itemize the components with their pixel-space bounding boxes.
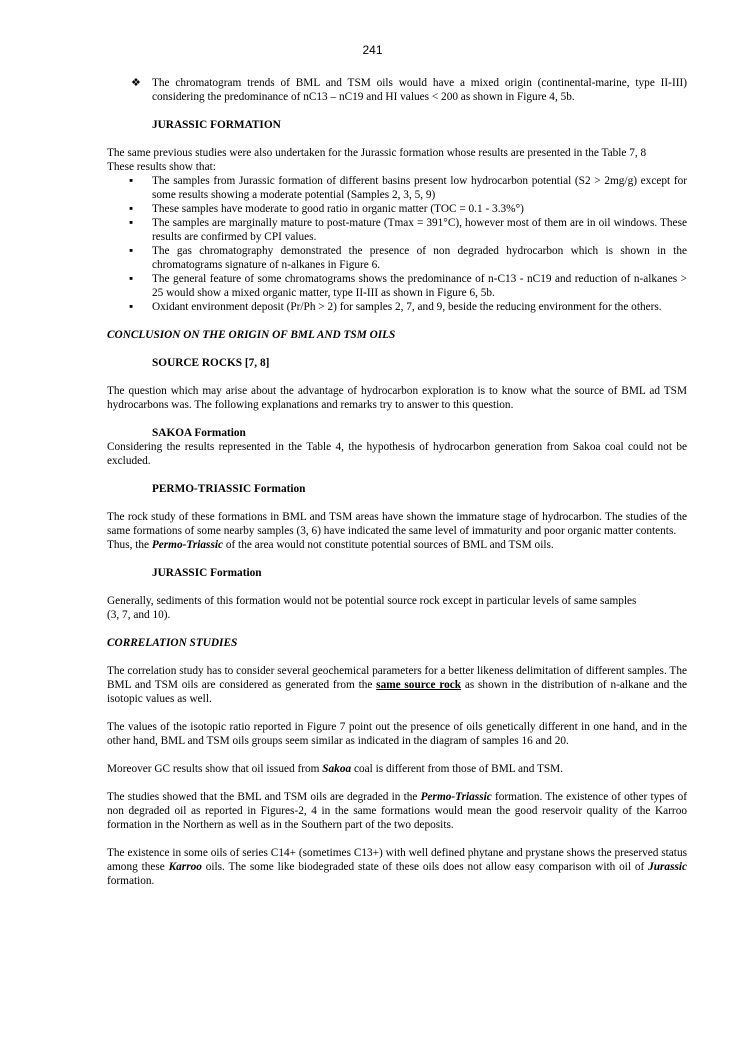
square-bullet-icon: ▪ (129, 203, 134, 215)
list-item: ▪ The general feature of some chromatograms shows the predominance of n-C13 - nC19 and reduction of n-alkanes > 25 would show a mixed organic matter, type II-III as shown in Figure 6, 5b. (129, 273, 687, 299)
square-bullet-icon: ▪ (129, 175, 134, 187)
jurassic-intro-paragraph: The same previous studies were also undertaken for the Jurassic formation whose results are presented in the Table 7, 8 (107, 147, 647, 159)
permo-triassic-heading: PERMO-TRIASSIC Formation (152, 483, 306, 495)
sakoa-heading: SAKOA Formation (152, 427, 246, 439)
square-bullet-icon: ▪ (129, 245, 134, 257)
conclusion-heading: CONCLUSION ON THE ORIGIN OF BML AND TSM OILS (107, 329, 396, 341)
list-item: ▪ The samples from Jurassic formation of different basins present low hydrocarbon potential (S2 > 2mg/g) except for some results showing a moderate potential (Samples 2, 3, 5, 9) (129, 175, 687, 201)
intro-bullet-text: The chromatogram trends of BML and TSM oils would have a mixed origin (continental-marine, type II-III) considering the predominance of nC13 – nC19 and HI values < 200 as shown in Figure 4, 5b. (152, 77, 687, 103)
square-bullet-icon: ▪ (129, 273, 134, 285)
square-bullet-icon: ▪ (129, 301, 134, 313)
correlation-paragraph-3: Moreover GC results show that oil issued from Sakoa coal is different from those of BML and TSM. (107, 763, 564, 775)
correlation-paragraph-4: The studies showed that the BML and TSM oils are degraded in the Permo-Triassic formation. The existence of other types of non degraded oil as reported in Figures-2, 4 in the same formations would mean the good reservoir quality of the Karroo formation in the Northern as well as in the Southern part of the two deposits. (107, 791, 687, 831)
correlation-paragraph-5: The existence in some oils of series C14+ (sometimes C13+) with well defined phytane and prystane shows the preserved status among these Karroo oils. The some like biodegraded state of these oils does not allow easy comparison with oil of Jurassic formation. (107, 847, 688, 887)
list-item: ▪ The samples are marginally mature to post-mature (Tmax = 391°C), however most of them are in oil windows. These results are confirmed by CPI values. (129, 217, 687, 243)
permo-triassic-paragraph: The rock study of these formations in BML and TSM areas have shown the immature stage of hydrocarbon. The studies of the same formations of some nearby samples (3, 6) have indicated the same level of immaturity and poor organic matter contents. (107, 511, 687, 537)
jurassic-source-paragraph: Generally, sediments of this formation would not be potential source rock except in particular levels of same samples (107, 595, 637, 607)
page-content (107, 76, 687, 888)
page-number: 241 (362, 43, 383, 57)
jurassic-results-list (107, 174, 687, 314)
correlation-paragraph-1: The correlation study has to consider several geochemical parameters for a better likeness delimitation of different samples. The BML and TSM oils are considered as generated from the same source rock as shown in the distribution of n-alkane and the isotopic values as well. (107, 665, 687, 705)
jurassic-source-heading: JURASSIC Formation (152, 567, 262, 579)
permo-triassic-conclusion: Thus, the Permo-Triassic of the area would not constitute potential sources of BML and TSM oils. (107, 539, 554, 551)
diamond-bullet-icon: ❖ (131, 77, 141, 89)
source-rocks-paragraph: The question which may arise about the advantage of hydrocarbon exploration is to know what the source of BML ad TSM hydrocarbons was. The following explanations and remarks try to answer to this question. (107, 385, 687, 411)
sakoa-paragraph: Considering the results represented in the Table 4, the hypothesis of hydrocarbon generation from Sakoa coal could not be excluded. (107, 441, 687, 467)
jurassic-source-samples: (3, 7, and 10). (107, 609, 171, 621)
jurassic-results-lead: These results show that: (107, 161, 216, 173)
list-item: ▪ These samples have moderate to good ratio in organic matter (TOC = 0.1 - 3.3%°) (129, 203, 524, 215)
intro-bullet (107, 76, 687, 104)
square-bullet-icon: ▪ (129, 217, 134, 229)
correlation-heading: CORRELATION STUDIES (107, 637, 238, 649)
list-item: ▪ Oxidant environment deposit (Pr/Ph > 2) for samples 2, 7, and 9, beside the reducing environment for the others. (129, 301, 662, 313)
jurassic-formation-heading: JURASSIC FORMATION (152, 119, 281, 131)
source-rocks-heading: SOURCE ROCKS [7, 8] (152, 357, 270, 369)
list-item: ▪ The gas chromatography demonstrated the presence of non degraded hydrocarbon which is shown in the chromatograms signature of n-alkanes in Figure 6. (129, 245, 687, 271)
correlation-paragraph-2: The values of the isotopic ratio reported in Figure 7 point out the presence of oils genetically different in one hand, and in the other hand, BML and TSM oils groups seem similar as indicated in the diagram of samples 16 and 20. (107, 721, 687, 747)
